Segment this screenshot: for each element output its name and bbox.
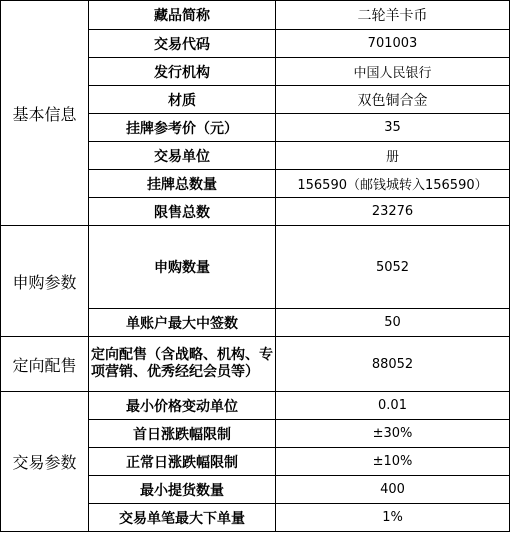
table-row bbox=[1, 1, 510, 30]
row-label: 发行机构 bbox=[89, 58, 276, 86]
row-label: 材质 bbox=[89, 86, 276, 114]
row-value: 1% bbox=[276, 504, 510, 532]
row-value: 400 bbox=[276, 476, 510, 504]
row-label: 交易单位 bbox=[89, 142, 276, 170]
row-value: 35 bbox=[276, 114, 510, 142]
row-value: ±30% bbox=[276, 420, 510, 448]
row-value: 23276 bbox=[276, 198, 510, 226]
table-row bbox=[1, 226, 510, 309]
row-value: 册 bbox=[276, 142, 510, 170]
row-value: 88052 bbox=[276, 337, 510, 392]
category-trading-params: 交易参数 bbox=[1, 392, 89, 532]
row-value: 701003 bbox=[276, 30, 510, 58]
row-label: 最小提货数量 bbox=[89, 476, 276, 504]
row-label: 挂牌总数量 bbox=[89, 170, 276, 198]
category-subscription-params: 申购参数 bbox=[1, 226, 89, 337]
row-label: 正常日涨跌幅限制 bbox=[89, 448, 276, 476]
row-value: 156590（邮钱城转入156590） bbox=[276, 170, 510, 198]
table-row bbox=[1, 337, 510, 392]
category-basic-info: 基本信息 bbox=[1, 1, 89, 226]
row-label: 单账户最大中签数 bbox=[89, 309, 276, 337]
row-value: ±10% bbox=[276, 448, 510, 476]
row-value: 0.01 bbox=[276, 392, 510, 420]
row-label: 交易代码 bbox=[89, 30, 276, 58]
row-label: 申购数量 bbox=[89, 226, 276, 309]
row-label: 限售总数 bbox=[89, 198, 276, 226]
table-row bbox=[1, 392, 510, 420]
row-label: 最小价格变动单位 bbox=[89, 392, 276, 420]
row-value: 双色铜合金 bbox=[276, 86, 510, 114]
row-value: 二轮羊卡币 bbox=[276, 1, 510, 30]
row-label: 定向配售（含战略、机构、专项营销、优秀经纪会员等） bbox=[89, 337, 276, 392]
row-value: 50 bbox=[276, 309, 510, 337]
row-value: 中国人民银行 bbox=[276, 58, 510, 86]
row-label: 交易单笔最大下单量 bbox=[89, 504, 276, 532]
row-value: 5052 bbox=[276, 226, 510, 309]
category-directed-placement: 定向配售 bbox=[1, 337, 89, 392]
row-label: 藏品简称 bbox=[89, 1, 276, 30]
row-label: 挂牌参考价（元） bbox=[89, 114, 276, 142]
row-label: 首日涨跌幅限制 bbox=[89, 420, 276, 448]
